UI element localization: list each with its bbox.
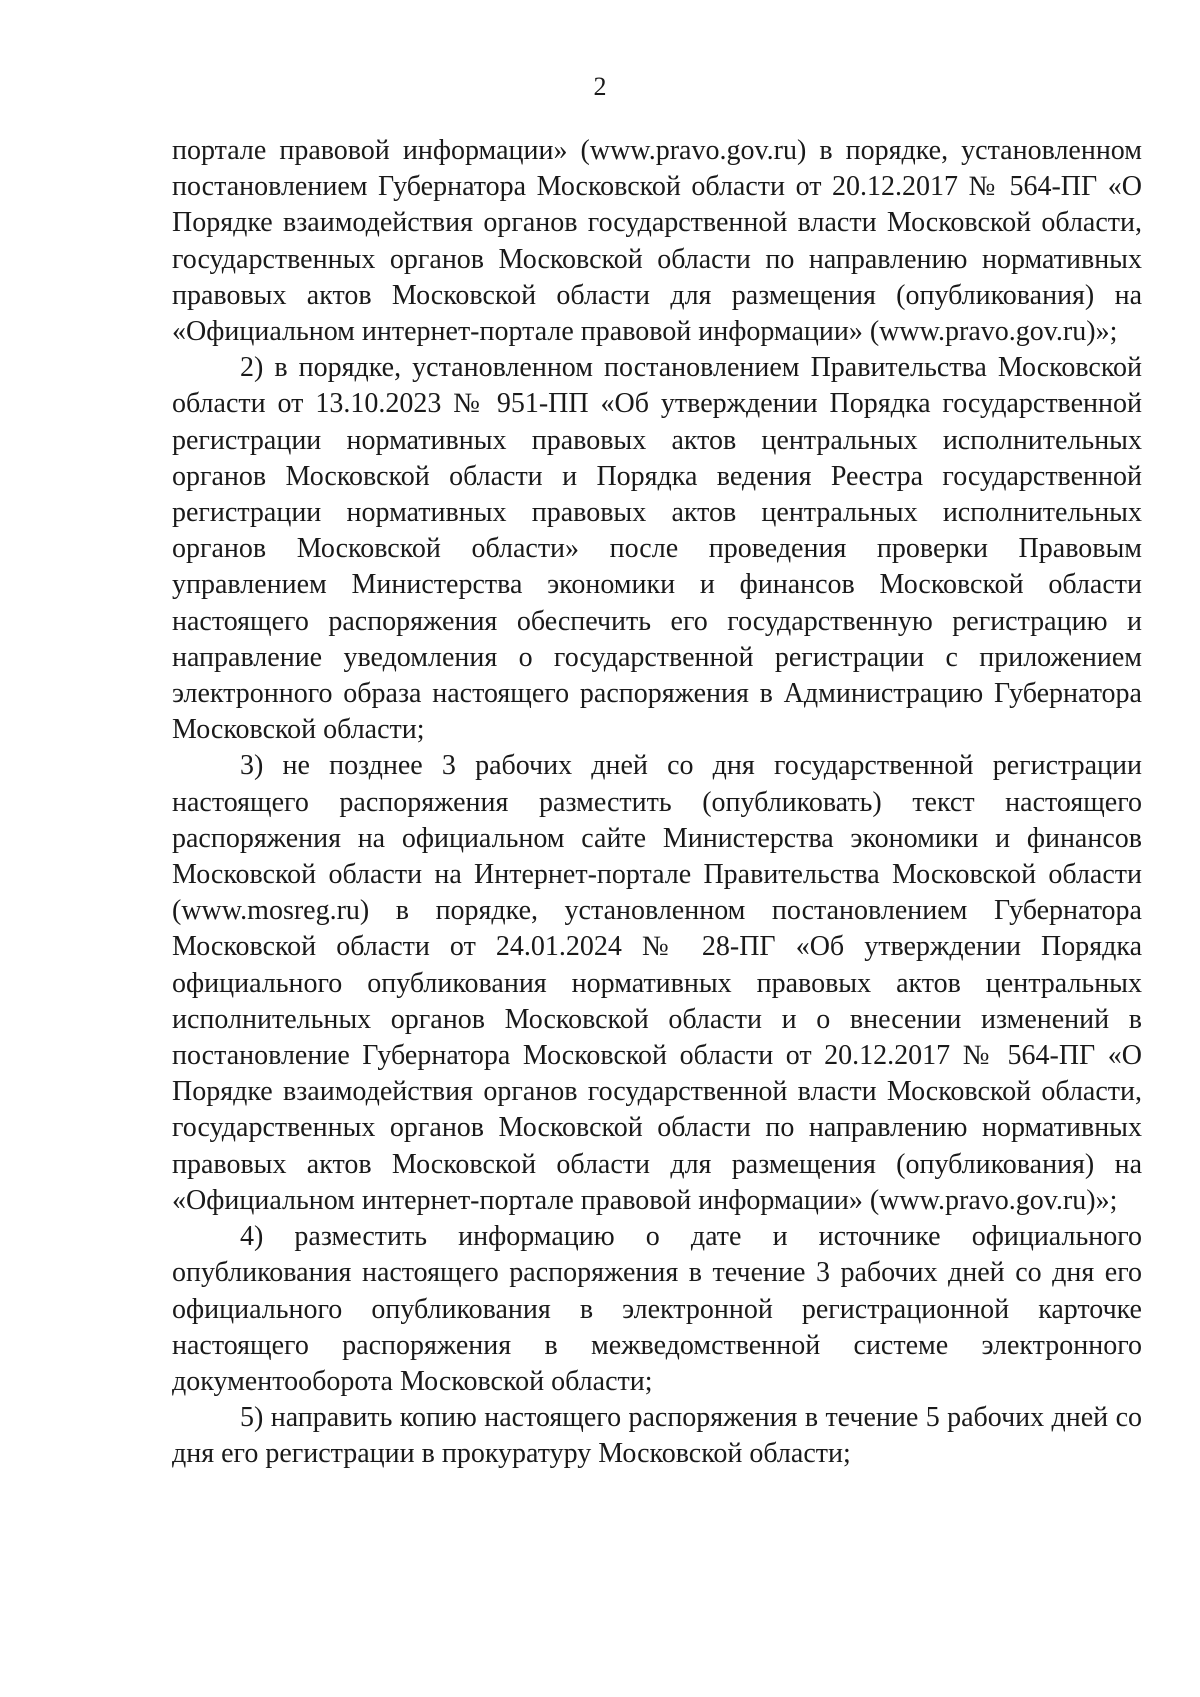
paragraph-item-4: 4) разместить информацию о дате и источнике официального опубликования настоящего распоряжения в течение 3 рабочих дней со дня его официального опубликования в электронной регистрационной карточке настоящего распоряжения в межведомственной системе электронного документооборота Московской области; [172,1221,1142,1397]
document-body [172,133,1142,1473]
paragraph-continuation: портале правовой информации» (www.pravo.gov.ru) в порядке, установленном постановлением Губернатора Московской области от 20.12.2017 № 564-ПГ «О Порядке взаимодействия органов государственной власти Московской области, государственных органов Московской области по направлению нормативных правовых актов Московской области для размещения (опубликования) на «Официальном интернет-портале правовой информации» (www.pravo.gov.ru)»; [172,135,1142,348]
paragraph-item-2: 2) в порядке, установленном постановлением Правительства Московской области от 13.10.2023 № 951-ПП «Об утверждении Порядка государственной регистрации нормативных правовых актов центральных исполнительных органов Московской области и Порядка ведения Реестра государственной регистрации нормативных правовых актов центральных исполнительных органов Московской области» после проведения проверки Правовым управлением Министерства экономики и финансов Московской области настоящего распоряжения обеспечить его государственную регистрацию и направление уведомления о государственной регистрации с приложением электронного образа настоящего распоряжения в Администрацию Губернатора Московской области; [172,352,1142,746]
page-number: 2 [593,72,607,101]
paragraph-item-3: 3) не позднее 3 рабочих дней со дня государственной регистрации настоящего распоряжения разместить (опубликовать) текст настоящего распоряжения на официальном сайте Министерства экономики и финансов Московской области на Интернет-портале Правительства Московской области (www.mosreg.ru) в порядке, установленном постановлением Губернатора Московской области от 24.01.2024 № 28-ПГ «Об утверждении Порядка официального опубликования нормативных правовых актов центральных исполнительных органов Московской области и о внесении изменений в постановление Губернатора Московской области от 20.12.2017 № 564-ПГ «О Порядке взаимодействия органов государственной власти Московской области, государственных органов Московской области по направлению нормативных правовых актов Московской области для размещения (опубликования) на «Официальном интернет-портале правовой информации» (www.pravo.gov.ru)»; [172,750,1142,1216]
paragraph-item-5: 5) направить копию настоящего распоряжения в течение 5 рабочих дней со дня его регистрации в прокуратуру Московской области; [172,1402,1142,1470]
